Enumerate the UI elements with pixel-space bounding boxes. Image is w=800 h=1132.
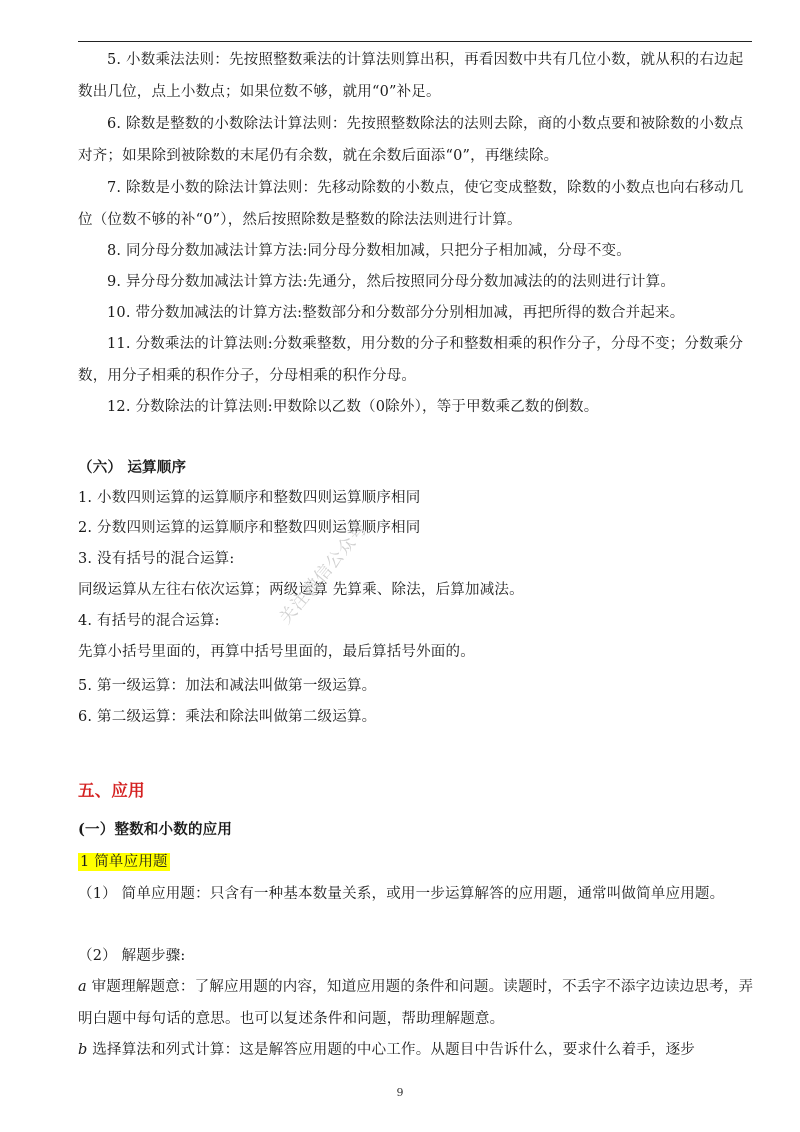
order-item-2: 2. 分数四则运算的运算顺序和整数四则运算顺序相同 — [78, 520, 421, 536]
steps-heading: （2） 解题步骤: — [78, 948, 186, 964]
page-number: 9 — [396, 1086, 404, 1099]
watermark: 关注微信公众号 — [275, 518, 373, 629]
definition-paragraph: （1） 简单应用题：只含有一种基本数量关系，或用一步运算解答的应用题，通常叫做简单应用题。 — [78, 886, 725, 902]
order-item-5: 5. 第一级运算：加法和减法叫做第一级运算。 — [78, 678, 377, 694]
header-rule — [78, 41, 752, 42]
rule-item-12: 12. 分数除法的计算法则:甲数除以乙数（0除外），等于甲数乘乙数的倒数。 — [107, 399, 599, 415]
highlight-line — [78, 846, 754, 878]
order-item-1: 1. 小数四则运算的运算顺序和整数四则运算顺序相同 — [78, 490, 421, 506]
order-item-4-detail: 先算小括号里面的，再算中括号里面的，最后算括号外面的。 — [78, 644, 475, 660]
rule-item-10: 10. 带分数加减法的计算方法:整数部分和分数部分分别相加减，再把所得的数合并起来。 — [107, 305, 685, 321]
step-b — [78, 1034, 754, 1066]
section-heading-operation-order: （六） 运算顺序 — [78, 459, 187, 476]
order-item-3-detail: 同级运算从左往右依次运算；两级运算 先算乘、除法，后算加减法。 — [78, 582, 524, 598]
order-item-6: 6. 第二级运算：乘法和除法叫做第二级运算。 — [78, 709, 377, 725]
step-b-label: b — [78, 1042, 88, 1058]
step-a-text: 审题理解题意：了解应用题的内容，知道应用题的条件和问题。读题时，不丢字不添字边读边思考，弄明白题中每句话的意思。也可以复述条件和问题，帮助理解题意。 — [78, 979, 754, 1027]
order-item-4: 4. 有括号的混合运算: — [78, 613, 220, 629]
sub-heading-integers-decimals: (一）整数和小数的应用 — [78, 821, 233, 838]
rule-item-5: 5. 小数乘法法则：先按照整数乘法的计算法则算出积，再看因数中共有几位小数，就从积的右边起数出几位，点上小数点；如果位数不够，就用“0”补足。 — [78, 52, 744, 100]
chapter-heading-application: 五、应用 — [78, 781, 145, 800]
rule-item-6: 6. 除数是整数的小数除法计算法则：先按照整数除法的法则去除，商的小数点要和被除数的小数点对齐；如果除到被除数的末尾仍有余数，就在余数后面添“0”，再继续除。 — [78, 116, 744, 164]
rule-item-11: 11. 分数乘法的计算法则:分数乘整数，用分数的分子和整数相乘的积作分子，分母不变；分数乘分数，用分子相乘的积作分子，分母相乘的积作分母。 — [78, 336, 744, 384]
step-b-text: 选择算法和列式计算：这是解答应用题的中心工作。从题目中告诉什么，要求什么着手，逐步 — [87, 1042, 695, 1058]
order-item-3: 3. 没有括号的混合运算: — [78, 551, 235, 567]
rule-item-9: 9. 异分母分数加减法计算方法:先通分，然后按照同分母分数加减法的的法则进行计算。 — [107, 274, 676, 290]
step-a-label: a — [78, 979, 87, 995]
simple-problem-highlight: 1 简单应用题 — [80, 854, 168, 870]
rule-item-8: 8. 同分母分数加减法计算方法:同分母分数相加减，只把分子相加减，分母不变。 — [107, 243, 631, 259]
step-a — [78, 971, 754, 1035]
rule-item-7: 7. 除数是小数的除法计算法则：先移动除数的小数点，使它变成整数，除数的小数点也向右移动几位（位数不够的补“0”），然后按照除数是整数的除法法则进行计算。 — [78, 180, 744, 228]
